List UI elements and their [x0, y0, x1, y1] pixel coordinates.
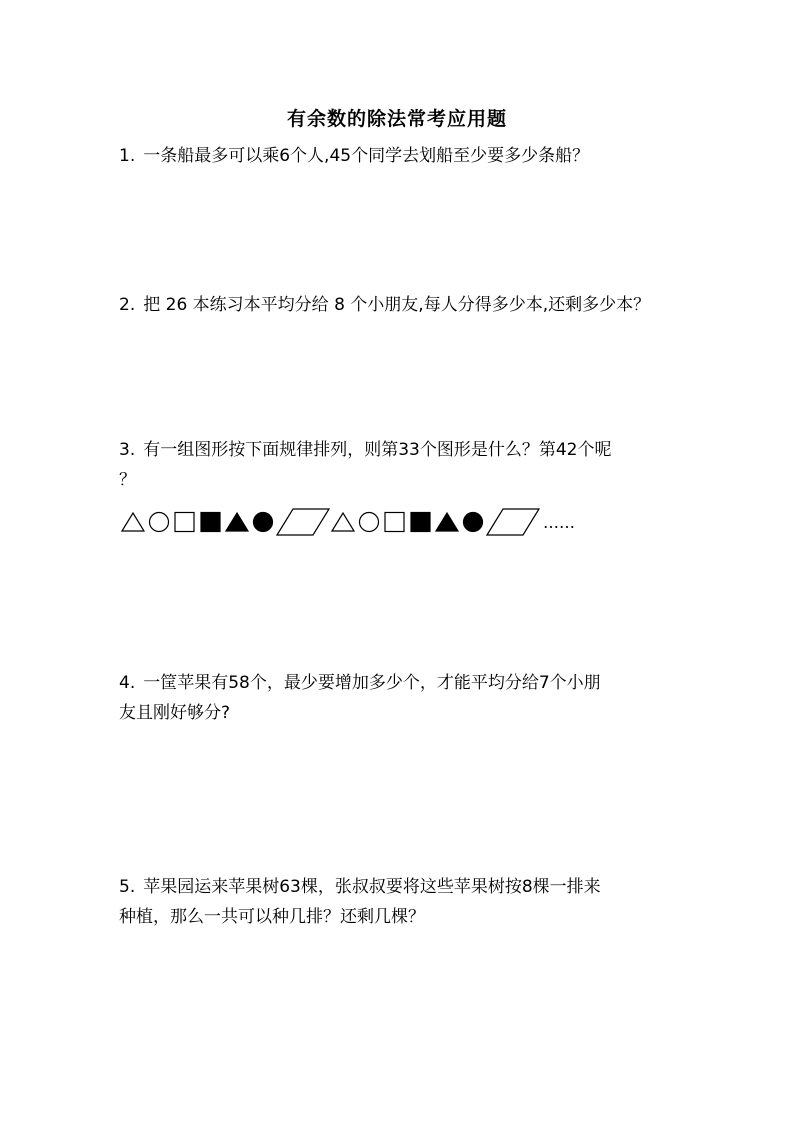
question-text-continued: 友且刚好够分?: [119, 703, 231, 723]
square-filled-shape: [411, 513, 430, 532]
question-2: [119, 290, 679, 320]
question-1: [119, 141, 679, 171]
question-number: 1.: [119, 146, 136, 166]
circle-outline-shape: [150, 513, 169, 532]
question-text-continued: ？: [119, 470, 136, 490]
question-line: [119, 435, 679, 465]
triangle-filled-shape: [226, 513, 248, 531]
triangle-outline-shape: [122, 513, 144, 531]
question-text: 一筐苹果有58个，最少要增加多少个，才能平均分给7个小朋: [143, 673, 601, 693]
triangle-outline-shape: [332, 513, 354, 531]
question-text: 苹果园运来苹果树63棵，张叔叔要将这些苹果树按8棵一排来: [143, 877, 601, 897]
question-line: [119, 290, 679, 320]
question-text: 把 26 本练习本平均分给 8 个小朋友,每人分得多少本,还剩多少本？: [143, 295, 651, 315]
square-outline-shape: [385, 513, 404, 532]
question-number: 2.: [119, 295, 136, 315]
shape-pattern-graphic: [119, 505, 579, 539]
triangle-filled-shape: [436, 513, 458, 531]
square-filled-shape: [201, 513, 220, 532]
question-line: [119, 872, 679, 902]
page-title: 有余数的除法常考应用题: [286, 108, 507, 130]
question-4: [119, 668, 679, 728]
circle-filled-shape: [464, 513, 483, 532]
question-5: [119, 872, 679, 932]
question-number: 5.: [119, 877, 136, 897]
question-3: [119, 435, 679, 495]
question-text: 有一组图形按下面规律排列，则第33个图形是什么？第42个呢: [143, 440, 612, 460]
shape-pattern: [119, 505, 579, 539]
square-outline-shape: [175, 513, 194, 532]
parallelogram-outline-shape: [277, 509, 329, 535]
question-number: 4.: [119, 673, 136, 693]
circle-outline-shape: [360, 513, 379, 532]
circle-filled-shape: [254, 513, 273, 532]
parallelogram-outline-shape: [487, 509, 539, 535]
question-text: 一条船最多可以乘6个人,45个同学去划船至少要多少条船？: [143, 146, 590, 166]
question-number: 3.: [119, 440, 136, 460]
question-text-continued: 种植，那么一共可以种几排？还剩几棵？: [119, 907, 425, 927]
pattern-ellipsis: ……: [543, 513, 575, 532]
question-line: [119, 668, 679, 698]
question-line: [119, 141, 679, 171]
